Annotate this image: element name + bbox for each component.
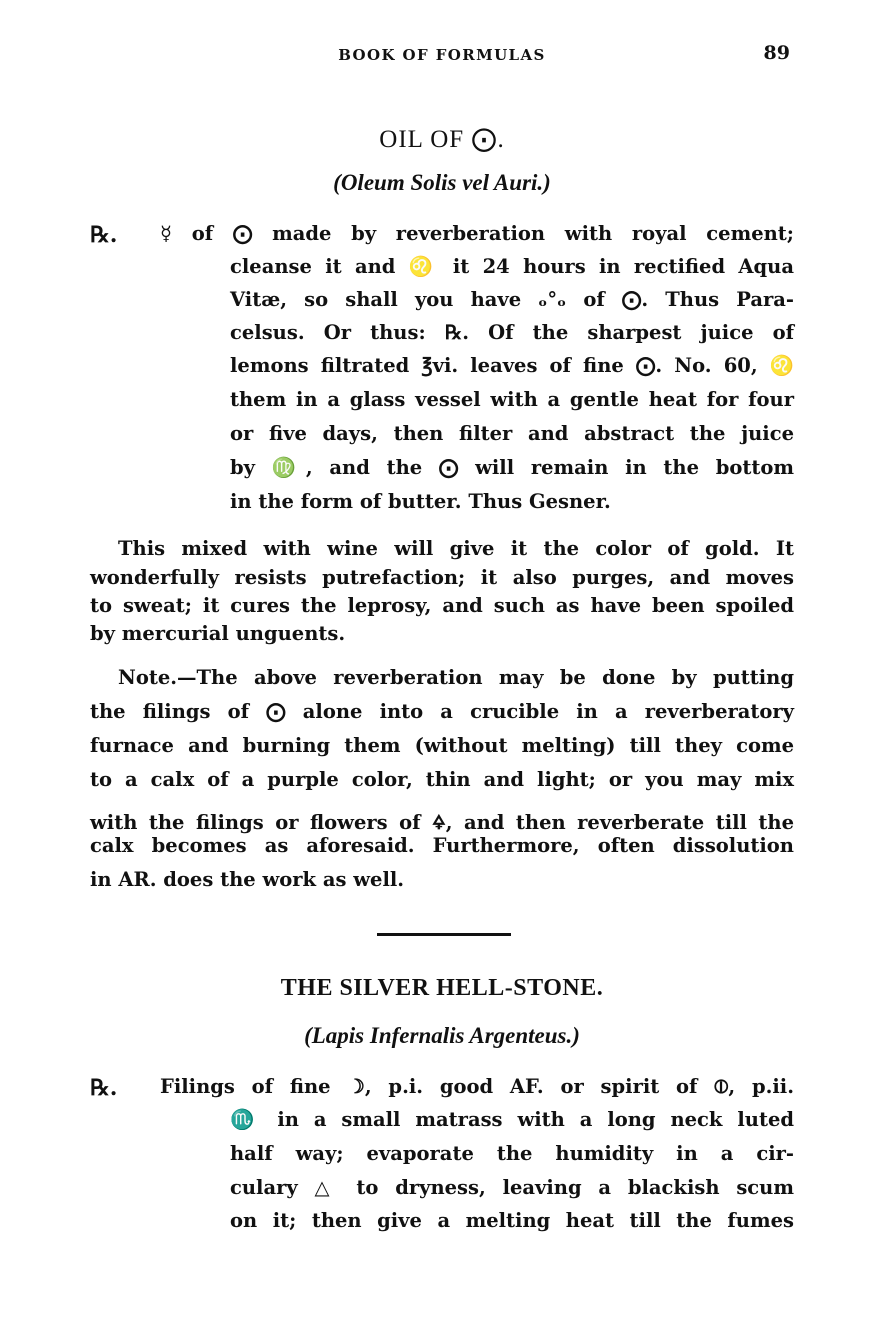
recipe-line: cleanse it and ♌ it 24 hours in rectified Aqua: [230, 255, 794, 278]
note-line: with the filings or flowers of 🜍, and then reverberate till the: [90, 811, 794, 834]
section-title-silver-hell-stone: THE SILVER HELL-STONE.: [280, 975, 604, 1001]
recipe-line: Filings of fine ☽, p.i. good AF. or spirit of ⦶, p.ii.: [160, 1075, 794, 1098]
recipe-line: on it; then give a melting heat till the fumes: [230, 1209, 794, 1232]
recipe-symbol: ℞.: [90, 1075, 118, 1101]
running-head: [90, 42, 794, 70]
note-line: Note.—The above reverberation may be done by putting: [118, 666, 794, 689]
section-divider: [377, 933, 511, 936]
paragraph-line: to sweat; it cures the leprosy, and such as have been spoiled: [90, 594, 794, 617]
recipe-line: in the form of butter. Thus Gesner.: [230, 490, 611, 513]
recipe-line: celsus. Or thus: ℞. Of the sharpest juice of: [230, 321, 794, 344]
note-line: in AR. does the work as well.: [90, 868, 405, 891]
note-line: calx becomes as aforesaid. Furthermore, often dissolution: [90, 834, 794, 857]
recipe-line: half way; evaporate the humidity in a cir-: [230, 1142, 794, 1165]
recipe-line: them in a glass vessel with a gentle heat for four: [230, 388, 794, 411]
paragraph-line: by mercurial unguents.: [90, 622, 346, 645]
section-latin-title: (Lapis Infernalis Argenteus.): [304, 1023, 580, 1048]
recipe-line: culary △ to dryness, leaving a blackish scum: [230, 1176, 794, 1199]
recipe-line: lemons filtrated ℥vi. leaves of fine ⨀. No. 60, ♌: [230, 354, 794, 377]
paragraph-line: wonderfully resists putrefaction; it also purges, and moves: [90, 566, 794, 589]
recipe-line: ♏ in a small matrass with a long neck luted: [230, 1108, 794, 1131]
section-latin-title: (Oleum Solis vel Auri.): [333, 170, 551, 195]
running-title: BOOK OF FORMULAS: [338, 46, 546, 64]
page-number: 89: [763, 42, 790, 64]
recipe-line: ☿ of ⨀ made by reverberation with royal cement;: [160, 222, 794, 245]
recipe-symbol: ℞.: [90, 222, 118, 248]
recipe-line: by ♍, and the ⨀ will remain in the bottom: [230, 456, 794, 479]
recipe-line: Vitæ, so shall you have ₒ°ₒ of ⨀. Thus Para-: [230, 288, 794, 311]
note-line: furnace and burning them (without melting) till they come: [90, 734, 794, 757]
note-line: the filings of ⨀ alone into a crucible in a reverberatory: [90, 700, 794, 723]
paragraph-line: This mixed with wine will give it the color of gold. It: [118, 537, 794, 560]
section-title-oil-of-gold: OIL OF ⨀.: [379, 126, 505, 153]
recipe-line: or five days, then filter and abstract the juice: [230, 422, 794, 445]
note-line: to a calx of a purple color, thin and light; or you may mix: [90, 768, 794, 791]
